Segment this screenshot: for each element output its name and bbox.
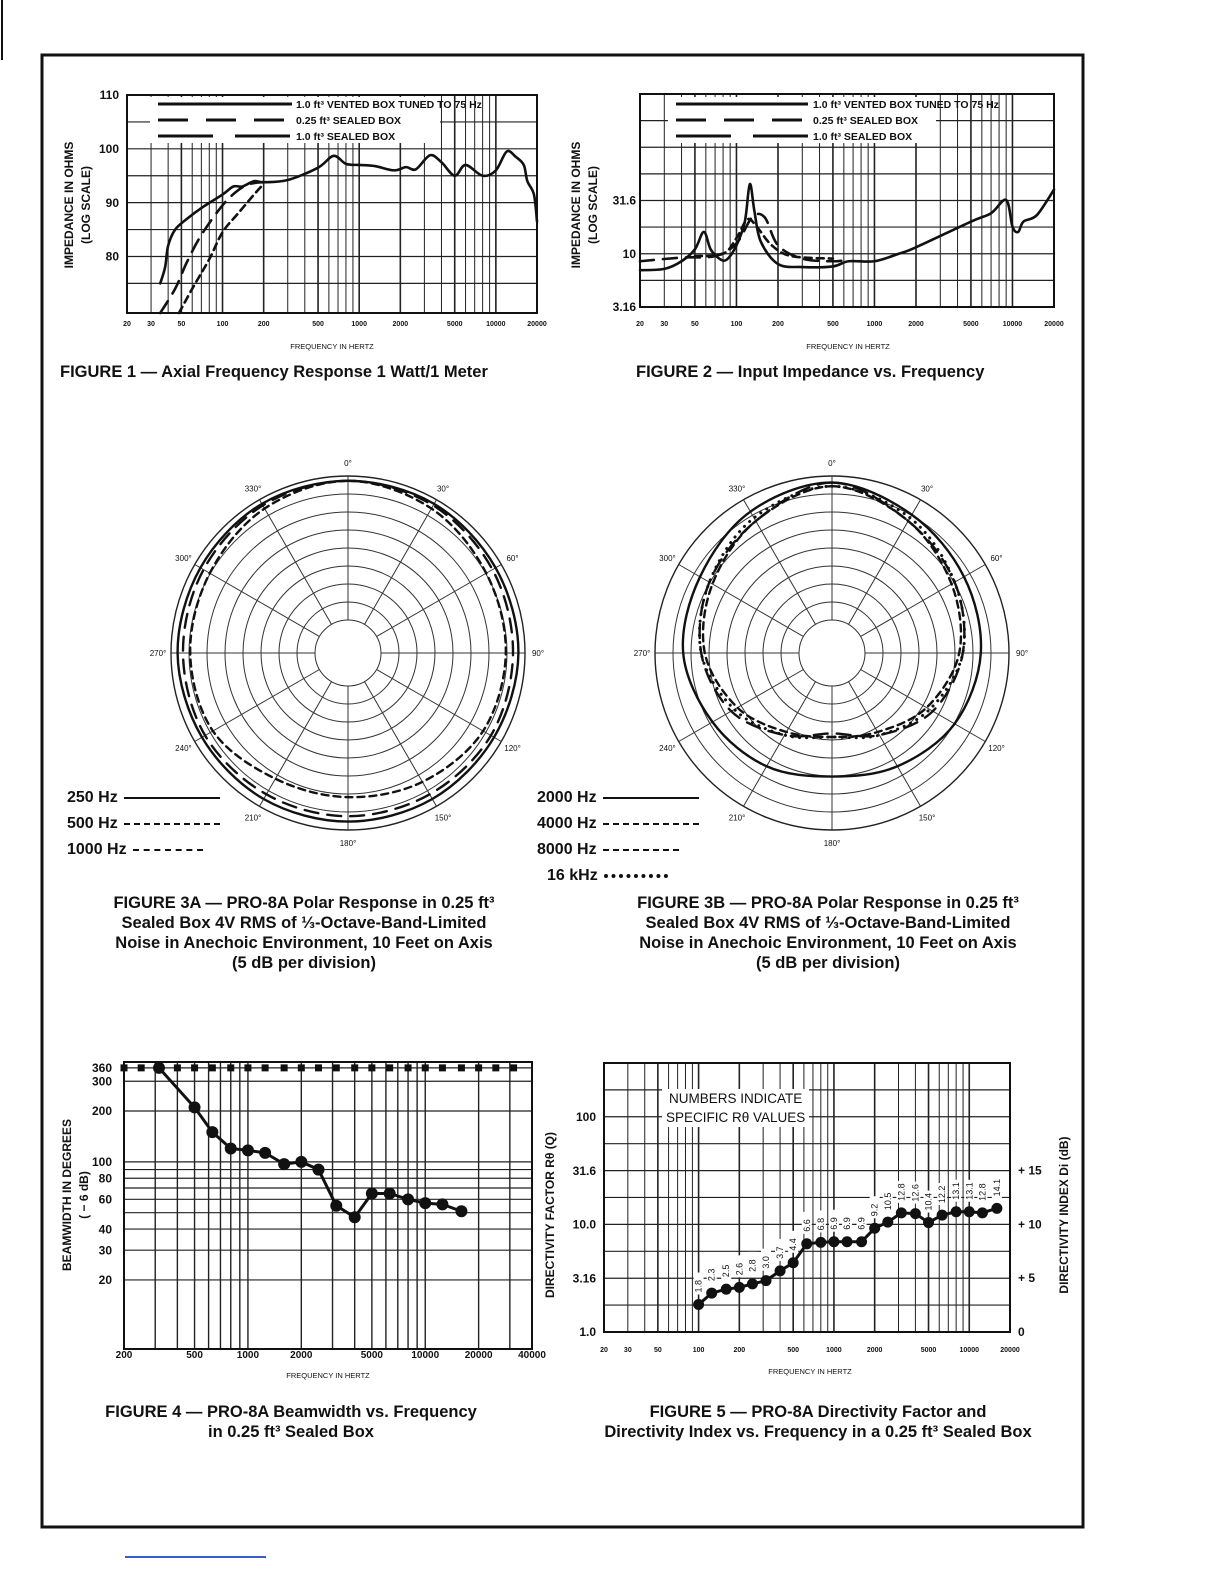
y-tick-label: 360	[91, 1061, 112, 1076]
y-tick-label: 3.16	[612, 300, 636, 315]
dash-swatch	[133, 849, 203, 851]
fig3b-legend	[537, 785, 699, 889]
reference-marker	[386, 1064, 393, 1071]
x-tick-label: 20	[123, 321, 131, 328]
data-label: 2.8	[747, 1259, 758, 1272]
caption-line: FIGURE 3B — PRO-8A Polar Response in 0.25 ft³	[637, 894, 1019, 912]
data-point	[436, 1198, 448, 1210]
data-label: 10.5	[882, 1192, 893, 1211]
x-tick-label: 2000	[908, 321, 924, 328]
data-label: 6.9	[828, 1217, 839, 1230]
x-tick-label: 5000	[920, 1347, 937, 1354]
fig2-series-3	[695, 219, 833, 259]
legend-500hz: 500 Hz	[67, 815, 118, 832]
x-tick-label: 500	[787, 1347, 800, 1354]
annotation-line: NUMBERS INDICATE	[669, 1091, 803, 1106]
polar-radial-line	[260, 682, 332, 807]
polar-angle-label: 330°	[728, 484, 746, 494]
polar-angle-label: 240°	[659, 744, 676, 753]
data-point	[455, 1205, 467, 1217]
x-tick-label: 500	[827, 321, 839, 328]
data-point	[964, 1206, 975, 1217]
polar-angle-label: 240°	[175, 744, 192, 753]
right-tick-label: + 15	[1018, 1163, 1042, 1178]
dash-swatch	[603, 849, 679, 851]
legend-8000hz: 8000 Hz	[537, 841, 597, 858]
polar-angle-label: 0°	[344, 459, 352, 468]
data-point	[312, 1164, 324, 1176]
polar-radial-line	[744, 682, 816, 807]
polar-radial-line	[195, 565, 320, 637]
x-axis-label: FREQUENCY IN HERTZ	[806, 342, 890, 351]
polar-angle-label: 120°	[988, 744, 1005, 753]
y-axis-label: DIRECTIVITY FACTOR Rθ (Q)	[543, 1131, 557, 1299]
reference-marker	[174, 1064, 181, 1071]
data-point	[330, 1200, 342, 1212]
x-tick-label: 5000	[446, 321, 463, 328]
long-dash-swatch	[603, 823, 699, 825]
x-tick-label: 40000	[518, 1350, 546, 1361]
polar-angle-label: 0°	[828, 459, 836, 468]
data-point	[869, 1223, 880, 1234]
data-point	[349, 1211, 361, 1223]
long-dash-swatch	[124, 823, 220, 825]
fig1-legend-vented: 1.0 ft³ VENTED BOX TUNED TO 75 Hz	[296, 99, 482, 111]
caption-line: Noise in Anechoic Environment, 10 Feet on Axis	[639, 934, 1017, 952]
reference-marker	[492, 1064, 499, 1071]
data-point	[910, 1208, 921, 1219]
data-point	[259, 1147, 271, 1159]
y-axis-label: BEAMWIDTH IN DEGREES	[60, 1118, 74, 1272]
caption-line: Directivity Index vs. Frequency in a 0.25 ft³ Sealed Box	[604, 1423, 1032, 1441]
reference-marker	[262, 1064, 269, 1071]
right-tick-label: + 10	[1018, 1217, 1042, 1232]
x-tick-label: 20000	[1000, 1347, 1020, 1354]
polar-angle-label: 330°	[244, 484, 262, 494]
reference-marker	[422, 1064, 429, 1071]
y-tick-label: 30	[98, 1243, 112, 1258]
y-tick-label: 1.0	[579, 1325, 596, 1340]
y-tick-label: 80	[98, 1171, 112, 1186]
fig5-annotation	[662, 1089, 809, 1127]
polar-angle-label: 270°	[149, 649, 167, 658]
x-tick-label: 200	[772, 321, 784, 328]
data-label: 12.2	[937, 1185, 948, 1204]
reference-marker	[191, 1064, 198, 1071]
reference-marker	[458, 1064, 465, 1071]
reference-marker	[138, 1064, 145, 1071]
data-point	[242, 1144, 254, 1156]
y-tick-label: 80	[105, 249, 119, 264]
fig2-caption: FIGURE 2 — Input Impedance vs. Frequency	[636, 363, 985, 381]
reference-marker	[315, 1064, 322, 1071]
data-point	[801, 1238, 812, 1249]
y-tick-label: 110	[99, 88, 119, 103]
x-tick-label: 1000	[236, 1350, 260, 1361]
reference-marker	[510, 1064, 517, 1071]
data-point	[706, 1288, 717, 1299]
data-label: 12.8	[896, 1183, 907, 1201]
footer-rule	[125, 1556, 266, 1558]
x-tick-label: 5000	[360, 1350, 383, 1361]
data-point	[923, 1217, 934, 1228]
caption-line: Noise in Anechoic Environment, 10 Feet on Axis	[115, 934, 493, 952]
data-point	[721, 1284, 732, 1295]
reference-marker	[405, 1064, 412, 1071]
fig1-legend	[296, 97, 482, 145]
data-label: 13.1	[951, 1182, 962, 1200]
y-tick-label: 40	[98, 1222, 112, 1237]
x-tick-label: 30	[623, 1347, 632, 1354]
polar-angle-label: 120°	[504, 744, 521, 753]
polar-angle-label: 60°	[990, 554, 1003, 563]
fig3b-caption	[637, 893, 1019, 973]
reference-marker	[475, 1064, 482, 1071]
fig2-legend-sealed-025: 0.25 ft³ SEALED BOX	[813, 115, 919, 127]
polar-angle-label: 180°	[823, 839, 841, 848]
data-point	[693, 1299, 704, 1310]
x-tick-label: 10000	[411, 1350, 440, 1361]
fig4-caption	[105, 1402, 477, 1442]
right-tick-label: + 5	[1018, 1271, 1036, 1286]
data-label: 1.8	[693, 1280, 704, 1293]
y-tick-label: 20	[98, 1273, 112, 1288]
fig4-beamwidth-line	[159, 1068, 461, 1217]
data-label: 6.8	[815, 1217, 826, 1231]
fig1-legend-sealed-025: 0.25 ft³ SEALED BOX	[296, 115, 402, 127]
y-tick-label: 60	[98, 1192, 112, 1207]
reference-marker	[368, 1064, 375, 1071]
reference-marker	[439, 1064, 446, 1071]
fig2-legend-vented: 1.0 ft³ VENTED BOX TUNED TO 75 Hz	[813, 99, 999, 111]
polar-angle-label: 210°	[728, 813, 746, 823]
polar-angle-label: 180°	[339, 839, 357, 848]
x-tick-label: 5000	[963, 321, 979, 328]
polar-radial-line	[744, 500, 816, 625]
data-label: 9.2	[869, 1203, 880, 1217]
y-tick-label: 200	[91, 1104, 112, 1119]
data-label: 3.0	[761, 1256, 772, 1269]
data-label: 2.5	[721, 1264, 732, 1278]
data-point	[206, 1126, 218, 1138]
caption-line: (5 dB per division)	[232, 954, 376, 972]
y-tick-label: 100	[575, 1109, 596, 1124]
y-axis-label: IMPEDANCE IN OHMS	[62, 141, 76, 269]
data-label: 12.6	[910, 1184, 921, 1202]
x-tick-label: 30	[147, 321, 155, 328]
legend-4000hz: 4000 Hz	[537, 815, 597, 832]
data-point	[937, 1210, 948, 1221]
polar-angle-label: 150°	[918, 813, 936, 823]
polar-radial-line	[377, 565, 502, 637]
x-axis-label: FREQUENCY IN HERTZ	[768, 1367, 852, 1376]
polar-angle-label: 150°	[434, 813, 452, 823]
fig2-legend	[813, 97, 999, 145]
data-label: 2.6	[734, 1262, 745, 1276]
data-point	[991, 1203, 1002, 1214]
data-label: 12.8	[977, 1183, 988, 1201]
fig1-caption: FIGURE 1 — Axial Frequency Response 1 Watt/1 Meter	[60, 363, 488, 381]
x-tick-label: 100	[692, 1347, 705, 1354]
polar-angle-label: 270°	[633, 649, 651, 658]
data-label: 3.7	[775, 1246, 786, 1259]
polar-angle-label: 300°	[659, 554, 676, 563]
y-tick-label: 10	[622, 246, 636, 261]
right-axis-label: DIRECTIVITY INDEX Di (dB)	[1057, 1136, 1071, 1294]
caption-line: in 0.25 ft³ Sealed Box	[208, 1423, 374, 1441]
x-tick-label: 2000	[392, 321, 409, 328]
data-point	[815, 1237, 826, 1248]
x-tick-label: 50	[653, 1347, 662, 1354]
annotation-line: SPECIFIC Rθ VALUES	[666, 1110, 806, 1125]
x-tick-label: 1000	[826, 1347, 842, 1354]
x-tick-label: 30	[660, 321, 669, 328]
y-tick-label: 90	[105, 195, 119, 210]
x-tick-label: 20000	[1044, 321, 1064, 328]
polar-angle-label: 30°	[920, 484, 934, 494]
data-label: 14.1	[991, 1178, 1002, 1197]
polar-angle-label: 90°	[1015, 649, 1029, 658]
plot-frame	[124, 1062, 532, 1349]
y-tick-label: 31.6	[612, 193, 636, 208]
polar-ring	[799, 620, 865, 686]
polar-angle-label: 210°	[244, 813, 262, 823]
x-axis-label: FREQUENCY IN HERTZ	[286, 1371, 370, 1380]
y-tick-label: 100	[98, 142, 119, 157]
dotted-swatch	[604, 874, 668, 878]
x-tick-label: 20000	[464, 1350, 493, 1361]
reference-marker	[209, 1064, 216, 1071]
polar-radial-line	[260, 500, 332, 625]
polar-angle-label: 90°	[531, 649, 545, 658]
x-tick-label: 10000	[486, 321, 506, 328]
data-point	[295, 1156, 307, 1168]
x-tick-label: 2000	[866, 1347, 883, 1354]
legend-250hz: 250 Hz	[67, 789, 118, 806]
caption-line: Sealed Box 4V RMS of ⅓-Octave-Band-Limited	[645, 914, 1011, 932]
data-point	[189, 1101, 201, 1113]
data-point	[856, 1236, 867, 1247]
caption-line: FIGURE 4 — PRO-8A Beamwidth vs. Frequency	[105, 1403, 477, 1421]
data-point	[977, 1207, 988, 1218]
data-label: 6.9	[856, 1217, 867, 1230]
solid-line-swatch	[603, 797, 699, 799]
x-tick-label: 20000	[527, 321, 547, 328]
fig1-legend-sealed-10: 1.0 ft³ SEALED BOX	[296, 131, 396, 143]
legend-16khz: 16 kHz	[547, 867, 598, 884]
x-tick-label: 50	[177, 321, 186, 328]
y-tick-label: 3.16	[572, 1271, 596, 1286]
x-tick-label: 100	[216, 321, 229, 328]
data-point	[366, 1187, 378, 1199]
polar-radial-line	[365, 500, 437, 625]
legend-2000hz: 2000 Hz	[537, 789, 597, 806]
x-tick-label: 20	[600, 1347, 608, 1354]
data-point	[402, 1193, 414, 1205]
data-point	[896, 1207, 907, 1218]
x-tick-label: 200	[257, 321, 270, 328]
data-point	[775, 1265, 786, 1276]
data-label: 4.4	[788, 1238, 799, 1251]
reference-marker	[333, 1064, 340, 1071]
solid-line-swatch	[124, 797, 220, 799]
x-tick-label: 500	[186, 1350, 203, 1361]
data-label: 6.6	[801, 1219, 812, 1232]
data-point	[788, 1257, 799, 1268]
data-point	[882, 1217, 893, 1228]
reference-marker	[298, 1064, 305, 1071]
x-tick-label: 10000	[1002, 321, 1023, 328]
x-tick-label: 1000	[866, 321, 883, 328]
x-tick-label: 50	[691, 321, 699, 328]
fig2-legend-sealed-10: 1.0 ft³ SEALED BOX	[813, 131, 913, 143]
legend-1000hz: 1000 Hz	[67, 841, 127, 858]
y-tick-label: 10.0	[572, 1217, 596, 1232]
reference-marker	[351, 1064, 358, 1071]
caption-line: FIGURE 3A — PRO-8A Polar Response in 0.25 ft³	[113, 894, 495, 912]
polar-radial-line	[861, 565, 986, 637]
data-label: 2.3	[706, 1268, 717, 1282]
polar-radial-line	[365, 682, 437, 807]
data-point	[747, 1278, 758, 1289]
polar-angle-label: 30°	[436, 484, 450, 494]
data-point	[225, 1142, 237, 1154]
caption-line: FIGURE 5 — PRO-8A Directivity Factor and	[649, 1403, 987, 1421]
data-label: 10.4	[923, 1193, 934, 1211]
x-tick-label: 200	[733, 1347, 746, 1354]
data-point	[842, 1236, 853, 1247]
y-tick-label: 300	[91, 1074, 112, 1089]
fig3a-legend	[67, 785, 220, 863]
caption-line: (5 dB per division)	[756, 954, 900, 972]
fig3a-caption	[113, 893, 494, 973]
data-point	[734, 1282, 745, 1293]
data-point	[828, 1236, 839, 1247]
data-point	[278, 1158, 290, 1170]
data-point	[761, 1275, 772, 1286]
y-axis-label: IMPEDANCE IN OHMS	[569, 141, 583, 269]
reference-marker	[227, 1064, 234, 1071]
right-tick-label: 0	[1018, 1325, 1025, 1339]
x-tick-label: 1000	[351, 321, 367, 328]
y-axis-label: (LOG SCALE)	[586, 166, 600, 244]
polar-angle-label: 60°	[506, 554, 519, 563]
data-point	[951, 1206, 962, 1217]
reference-marker	[281, 1064, 288, 1071]
fig5-caption	[604, 1402, 1031, 1442]
data-point	[384, 1187, 396, 1199]
data-label: 6.9	[842, 1217, 853, 1230]
x-tick-label: 10000	[959, 1347, 979, 1354]
x-tick-label: 20	[636, 321, 644, 328]
y-axis-label: ( − 6 dB)	[77, 1171, 91, 1219]
data-point	[419, 1197, 431, 1209]
x-tick-label: 2000	[290, 1350, 313, 1361]
y-axis-label: (LOG SCALE)	[79, 166, 93, 244]
polar-radial-line	[679, 565, 804, 637]
polar-ring	[315, 620, 381, 686]
y-tick-label: 100	[91, 1155, 112, 1170]
x-tick-label: 200	[115, 1350, 133, 1361]
x-tick-label: 100	[730, 321, 743, 328]
caption-line: Sealed Box 4V RMS of ⅓-Octave-Band-Limited	[121, 914, 487, 932]
data-label: 13.1	[964, 1182, 975, 1200]
polar-radial-line	[849, 682, 921, 807]
data-point	[153, 1062, 165, 1074]
y-tick-label: 31.6	[572, 1163, 596, 1178]
x-tick-label: 500	[312, 321, 324, 328]
reference-marker	[244, 1064, 251, 1071]
x-axis-label: FREQUENCY IN HERTZ	[290, 342, 374, 351]
polar-angle-label: 300°	[175, 554, 192, 563]
